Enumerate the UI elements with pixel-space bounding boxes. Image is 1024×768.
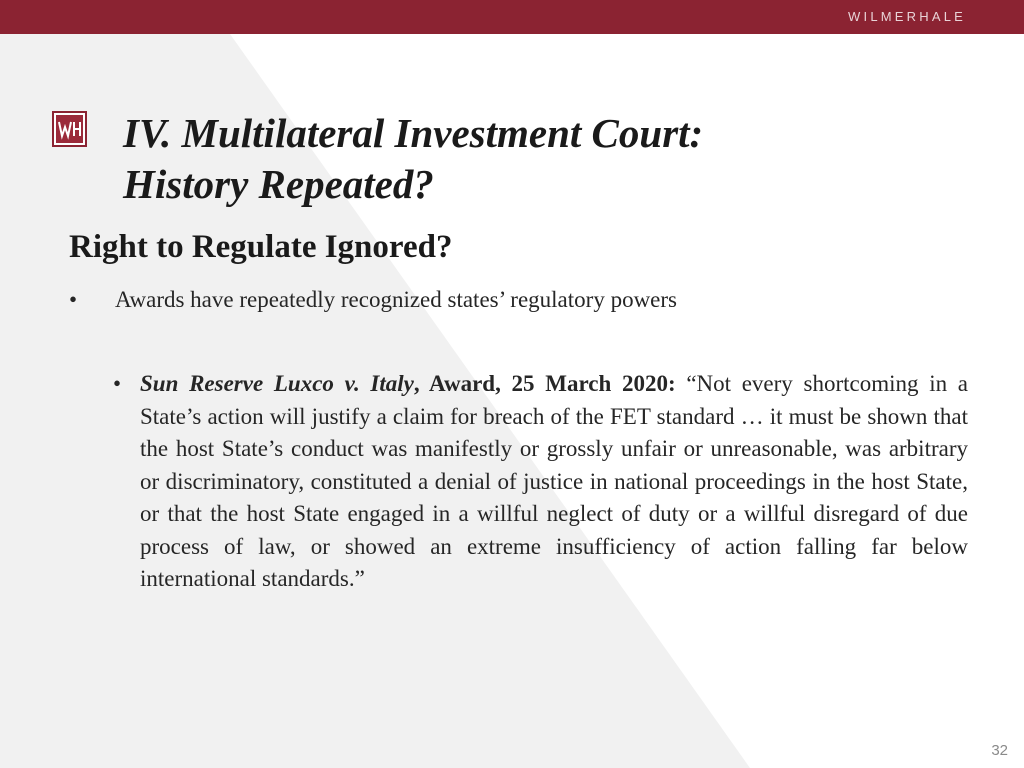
wh-monogram-icon (57, 117, 82, 141)
case-award-date: Award, 25 March 2020: (419, 371, 676, 396)
wh-logo-icon (52, 111, 87, 147)
case-quote: “Not every shortcoming in a State’s action will justify a claim for breach of the FET standard … it must be shown that the host State’s conduct was manifestly or grossly unfair or unreasonable, was arbitrary or discriminatory, constituted a denial of justice in national proceedings in the host State, or that the host State engaged in a willful neglect of duty or a willful disregard of due process of law, or showed an extreme insufficiency of action falling far below international standards.” (140, 371, 969, 591)
bullet-marker: • (113, 371, 122, 396)
bullet-marker: • (69, 287, 78, 312)
bullet-text: Awards have repeatedly recognized states’ regulatory powers (115, 287, 677, 312)
case-quote-paragraph (140, 368, 968, 596)
section-heading: Right to Regulate Ignored? (69, 229, 453, 265)
slide-title-line-2: History Repeated? (123, 161, 434, 207)
sub-list-item (113, 368, 968, 596)
slide-title-line-1: IV. Multilateral Investment Court: (123, 110, 704, 156)
case-name: Sun Reserve Luxco v. Italy (140, 371, 414, 396)
header-bar (0, 0, 1024, 34)
brand-name: WILMERHALE (848, 9, 966, 24)
slide-title (123, 108, 943, 210)
page-number: 32 (991, 742, 1008, 759)
case-separator: , (413, 371, 420, 396)
